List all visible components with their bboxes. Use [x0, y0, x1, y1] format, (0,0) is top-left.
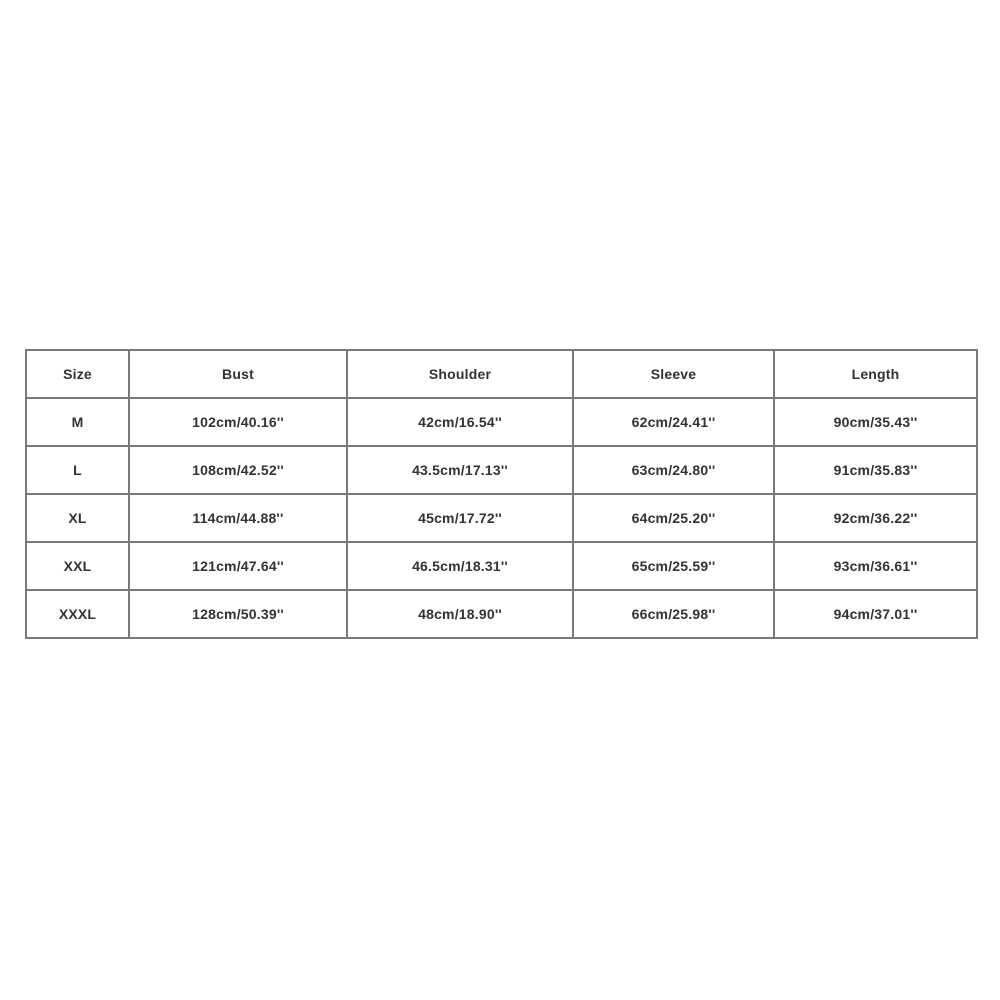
cell-sleeve: 64cm/25.20'' [573, 494, 774, 542]
table-row [26, 446, 977, 494]
cell-bust: 121cm/47.64'' [129, 542, 347, 590]
header-length: Length [774, 350, 977, 398]
cell-bust: 128cm/50.39'' [129, 590, 347, 638]
cell-sleeve: 66cm/25.98'' [573, 590, 774, 638]
cell-size: XL [26, 494, 129, 542]
cell-shoulder: 42cm/16.54'' [347, 398, 573, 446]
cell-shoulder: 43.5cm/17.13'' [347, 446, 573, 494]
table-row [26, 398, 977, 446]
cell-sleeve: 62cm/24.41'' [573, 398, 774, 446]
table-row [26, 494, 977, 542]
header-bust: Bust [129, 350, 347, 398]
header-shoulder: Shoulder [347, 350, 573, 398]
header-row [26, 350, 977, 398]
cell-size: M [26, 398, 129, 446]
table-row [26, 542, 977, 590]
cell-bust: 108cm/42.52'' [129, 446, 347, 494]
cell-length: 92cm/36.22'' [774, 494, 977, 542]
cell-length: 93cm/36.61'' [774, 542, 977, 590]
cell-size: XXXL [26, 590, 129, 638]
header-sleeve: Sleeve [573, 350, 774, 398]
cell-size: XXL [26, 542, 129, 590]
cell-sleeve: 65cm/25.59'' [573, 542, 774, 590]
cell-shoulder: 45cm/17.72'' [347, 494, 573, 542]
cell-bust: 102cm/40.16'' [129, 398, 347, 446]
cell-sleeve: 63cm/24.80'' [573, 446, 774, 494]
cell-bust: 114cm/44.88'' [129, 494, 347, 542]
cell-size: L [26, 446, 129, 494]
header-size: Size [26, 350, 129, 398]
cell-length: 91cm/35.83'' [774, 446, 977, 494]
cell-shoulder: 48cm/18.90'' [347, 590, 573, 638]
cell-shoulder: 46.5cm/18.31'' [347, 542, 573, 590]
cell-length: 90cm/35.43'' [774, 398, 977, 446]
cell-length: 94cm/37.01'' [774, 590, 977, 638]
table-row [26, 590, 977, 638]
size-chart-table [25, 349, 978, 639]
